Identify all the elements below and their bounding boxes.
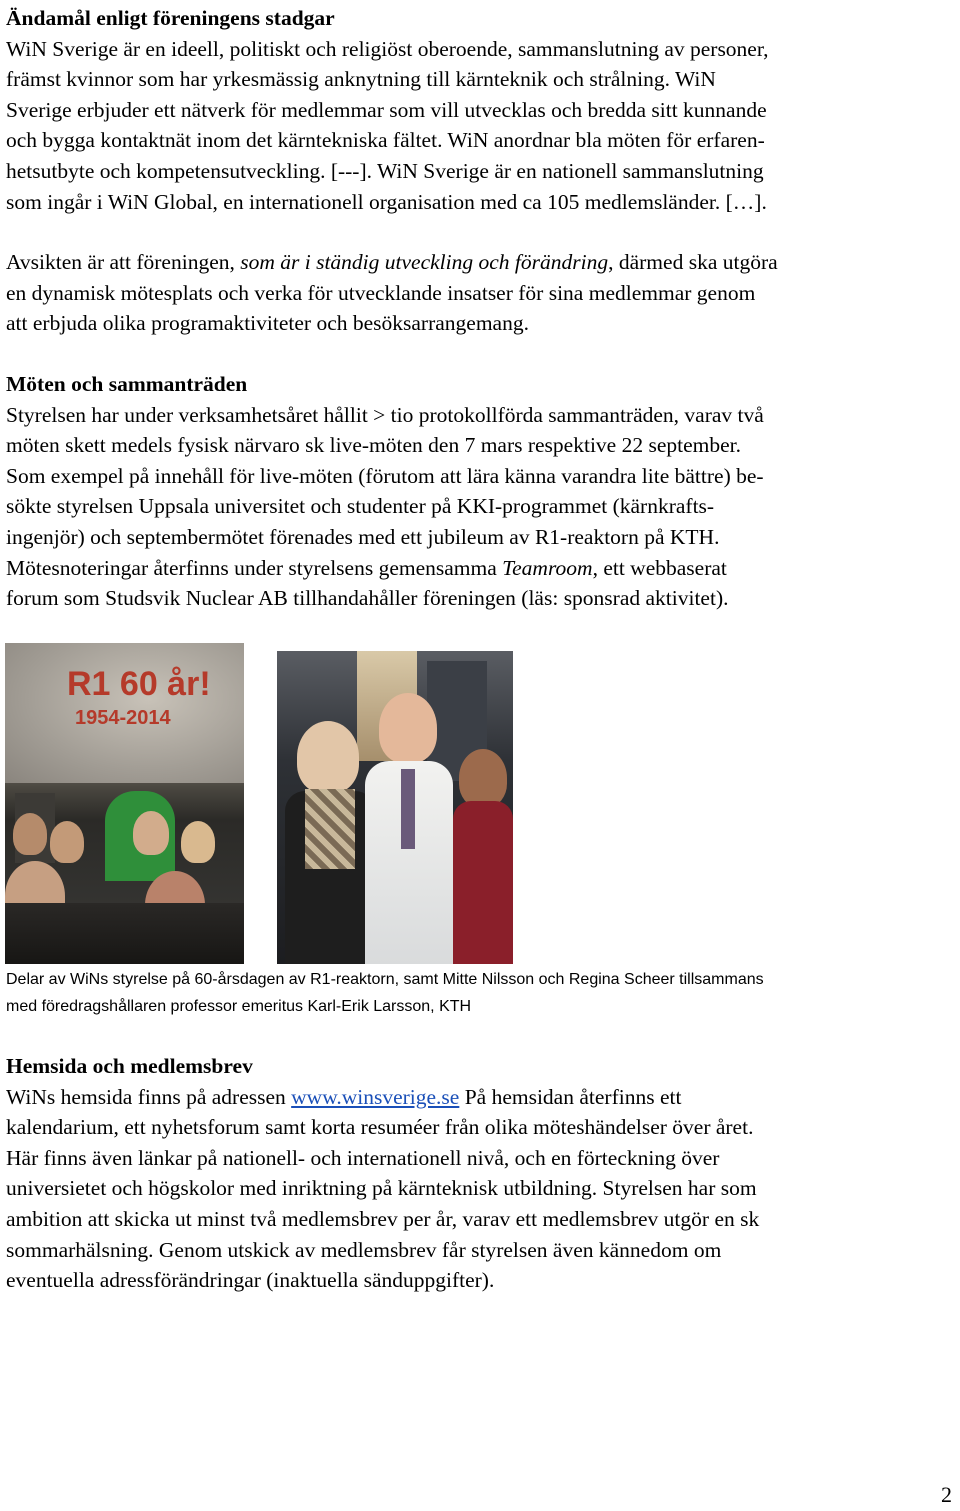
text-line (6, 1082, 956, 1113)
heading-website: Hemsida och medlemsbrev (6, 1054, 253, 1078)
photo-professor-group (277, 651, 513, 964)
italic-teamroom: Teamroom (502, 555, 593, 580)
photo-foreground-clothing (5, 903, 244, 964)
text-line: att erbjuda olika programaktiviteter och besöksarrangemang. (6, 311, 529, 336)
page-number: 2 (941, 1482, 952, 1507)
section-meetings (6, 369, 956, 614)
text-line: främst kvinnor som har yrkesmässig anknytning till kärnteknik och strålning. WiN (6, 67, 716, 92)
text-line: sommarhälsning. Genom utskick av medlemsbrev får styrelsen även kännedom om (6, 1237, 722, 1262)
text-line: ingenjör) och septembermötet förenades med ett jubileum av R1-reaktorn på KTH. (6, 524, 720, 549)
photo-person (50, 821, 84, 863)
italic-phrase: som är i ständig utveckling och förändring (240, 250, 609, 274)
text-line: WiN Sverige är en ideell, politiskt och religiöst oberoende, sammanslutning av personer, (6, 36, 769, 61)
photo-sign-title: R1 60 år! (67, 665, 211, 703)
text-line: sökte styrelsen Uppsala universitet och studenter på KKI-programmet (kärnkrafts- (6, 494, 715, 519)
text-line: Sverige erbjuder ett nätverk för medlemmar som vill utvecklas och bredda sitt kunnande (6, 97, 767, 122)
text-line (6, 553, 956, 584)
text-line: en dynamisk mötesplats och verka för utvecklande insatser för sina medlemmar genom (6, 280, 756, 305)
photo-r1-anniversary (5, 643, 244, 964)
text-run: Mötesnoteringar återfinns under styrelsens gemensamma (6, 555, 503, 580)
photo-person (133, 811, 169, 855)
photo-person (13, 813, 47, 855)
text-line: Styrelsen har under verksamhetsåret hållit > tio protokollförda sammanträden, varav två (6, 402, 764, 427)
photo-person (181, 821, 215, 863)
photo-scarf (305, 789, 355, 869)
paragraph-intent (6, 247, 956, 339)
photo-caption (6, 966, 956, 1020)
text-line: eventuella adressförändringar (inaktuella sänduppgifter). (6, 1268, 495, 1293)
text-line: kalendarium, ett nyhetsforum samt korta resuméer från olika möteshändelser över året. (6, 1115, 754, 1140)
text-line: Som exempel på innehåll för live-möten (förutom att lära känna varandra lite bättre) be- (6, 463, 764, 488)
photo-sign-years: 1954-2014 (75, 707, 171, 729)
heading-meetings: Möten och sammanträden (6, 372, 248, 396)
text-line: hetsutbyte och kompetensutveckling. [---]. WiN Sverige är en nationell sammanslutning (6, 158, 764, 183)
text-line: och bygga kontaktnät inom det kärntekniska fältet. WiN anordnar bla möten för erfaren- (6, 128, 765, 153)
section-purpose (6, 3, 956, 217)
text-line: universietet och högskolor med inriktning på kärnteknisk utbildning. Styrelsen har som (6, 1176, 757, 1201)
photo-person-woman-left (297, 721, 359, 793)
section-website (6, 1051, 956, 1296)
text-line: möten skett medels fysisk närvaro sk live-möten den 7 mars respektive 22 september. (6, 433, 741, 458)
text-line: ambition att skicka ut minst två medlemsbrev per år, varav ett medlemsbrev utgör en sk (6, 1206, 760, 1231)
text-line: Här finns även länkar på nationell- och internationell nivå, och en förteckning över (6, 1145, 720, 1170)
caption-line: med föredragshållaren professor emeritus Karl-Erik Larsson, KTH (6, 998, 472, 1015)
photo-tie (401, 769, 415, 849)
caption-line: Delar av WiNs styrelse på 60-årsdagen av R1-reaktorn, samt Mitte Nilsson och Regina Scheer tillsammans (6, 971, 764, 988)
text-line (6, 247, 956, 278)
photo-person-professor (379, 693, 437, 763)
text-run: , därmed ska utgöra (608, 250, 778, 274)
text-line: forum som Studsvik Nuclear AB tillhandahåller föreningen (läs: sponsrad aktivitet). (6, 586, 729, 611)
website-link[interactable]: www.winsverige.se (291, 1084, 460, 1109)
text-line: som ingår i WiN Global, en internationell organisation med ca 105 medlemsländer. […]. (6, 189, 767, 214)
photo-clothing-red (453, 801, 513, 964)
text-run: På hemsidan återfinns ett (459, 1084, 682, 1109)
text-run: Avsikten är att föreningen, (6, 250, 241, 274)
photo-person-woman-right (459, 749, 507, 807)
heading-purpose: Ändamål enligt föreningens stadgar (6, 6, 335, 30)
text-run: WiNs hemsida finns på adressen (6, 1084, 292, 1109)
text-run: , ett webbaserat (592, 555, 727, 580)
